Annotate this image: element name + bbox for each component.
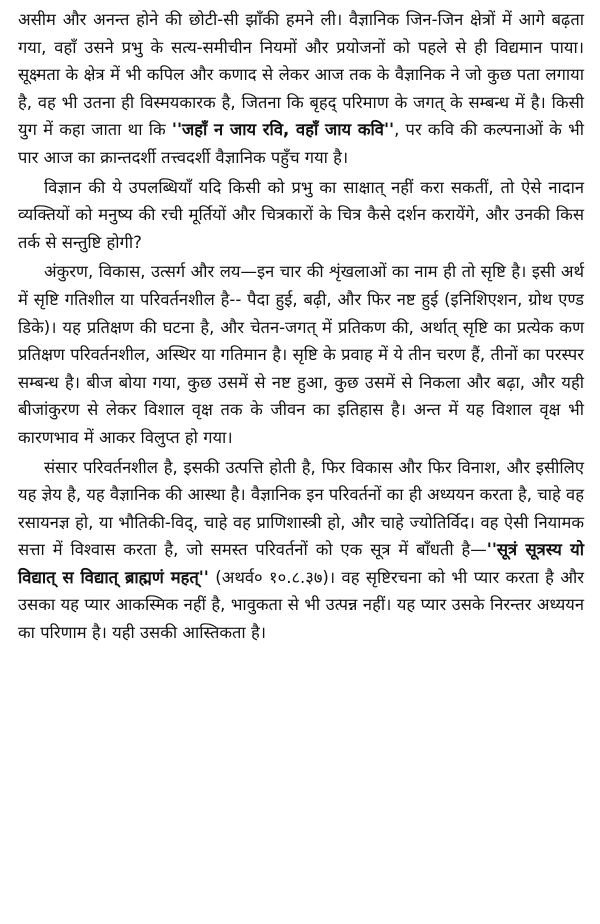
page-text xyxy=(18,6,584,649)
paragraph-4 xyxy=(18,454,584,647)
paragraph-1 xyxy=(18,6,584,172)
paragraph-3 xyxy=(18,258,584,451)
paragraph-4-text-end: (अथर्व० १०.८.३७)। वह सृष्टिरचना को भी प्यार करता है और उसका यह प्यार आकस्मिक नहीं है, भावुकता से भी उत्पन्न नहीं। यह प्यार उसके निरन्तर अध्ययन का परिणाम है। यही उसकी आस्तिकता है। xyxy=(18,567,584,643)
paragraph-2 xyxy=(18,174,584,257)
paragraph-1-text-end: , पर कवि की कल्पनाओं के भी पार आज का क्रान्तदर्शी तत्त्वदर्शी वैज्ञानिक पहुँच गया है। xyxy=(18,120,584,167)
paragraph-4-quote: ''सूत्रं सूत्रस्य यो विद्यात् स विद्यात् ब्राह्मणं महत्'' xyxy=(18,540,585,587)
paragraph-3-text: अंकुरण, विकास, उत्सर्ग और लय—इन चार की शृंखलाओं का नाम ही तो सृष्टि है। इसी अर्थ में सृष्टि गतिशील या परिवर्तनशील है-- पैदा हुई, बढ़ी, और फिर नष्ट हुई (इनिशिएशन, ग्रोथ एण्ड डिके)। यह प्रतिक्षण की घटना है, और चेतन-जगत् में प्रतिकण की, अर्थात् सृष्टि का प्रत्येक कण प्रतिक्षण परिवर्तनशील, अस्थिर या गतिमान है। सृष्टि के प्रवाह में ये तीन चरण हैं, तीनों का परस्पर सम्बन्ध है। बीज बोया गया, कुछ उसमें से नष्ट हुआ, कुछ उसमें से निकला और बढ़ा, और यही बीजांकुरण से लेकर विशाल वृक्ष तक के जीवन का इतिहास है। अन्त में यह विशाल वृक्ष भी कारणभाव में आकर विलुप्त हो गया। xyxy=(18,262,584,447)
paragraph-4-text: संसार परिवर्तनशील है, इसकी उत्पत्ति होती है, फिर विकास और फिर विनाश, और इसीलिए यह ज्ञेय है, यह वैज्ञानिक की आस्था है। वैज्ञानिक इन परिवर्तनों का ही अध्ययन करता है, चाहे वह रसायनज्ञ हो, या भौतिकी-विद्, चाहे वह प्राणिशास्त्री हो, और चाहे ज्योतिर्विद। वह ऐसी नियामक सत्ता में विश्वास करता है, जो समस्त परिवर्तनों को एक सूत्र में बाँधती है— xyxy=(18,457,584,560)
paragraph-2-text: विज्ञान की ये उपलब्धियाँ यदि किसी को प्रभु का साक्षात् नहीं करा सकतीं, तो ऐसे नादान व्यक्तियों को मनुष्य की रची मूर्तियों और चित्रकारों के चित्र कैसे दर्शन करायेंगे, और उनकी किस तर्क से सन्तुष्टि होगी? xyxy=(18,177,584,252)
paragraph-1-quote: ''जहाँ न जाय रवि, वहाँ जाय कवि'' xyxy=(171,120,395,140)
paragraph-1-text: असीम और अनन्त होने की छोटी-सी झाँकी हमने ली। वैज्ञानिक जिन-जिन क्षेत्रों में आगे बढ़ता गया, वहाँ उसने प्रभु के सत्य-समीचीन नियमों और प्रयोजनों को पहले से ही विद्यमान पाया। सूक्ष्मता के क्षेत्र में भी कपिल और कणाद से लेकर आज तक के वैज्ञानिक ने जो कुछ पता लगाया है, वह भी उतना ही विस्मयकारक है, जितना कि बृहद् परिमाण के जगत् के सम्बन्ध में है। किसी युग में कहा जाता था कि xyxy=(18,10,584,140)
